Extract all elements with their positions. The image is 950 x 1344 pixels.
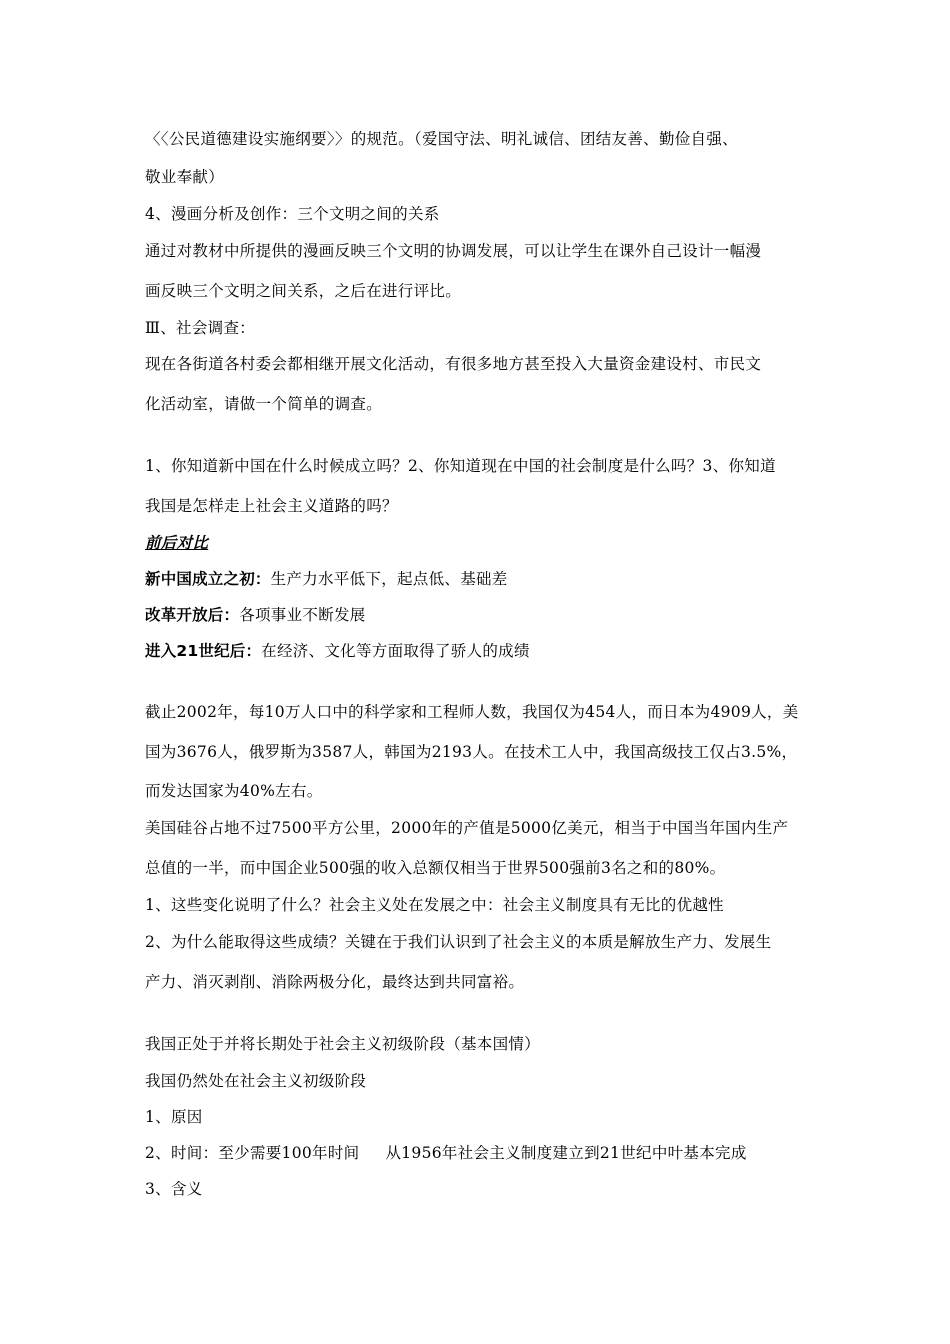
stats-line: 总值的一半，而中国企业500强的收入总额仅相当于世界500强前3名之和的80%。: [145, 859, 726, 877]
text-line: 敬业奉献）: [145, 168, 225, 186]
text-line: 画反映三个文明之间关系，之后在进行评比。: [145, 282, 462, 300]
stage-line: 1、原因: [145, 1108, 203, 1126]
comparison-text: 生产力水平低下，起点低、基础差: [270, 570, 508, 588]
question-answer-line: 产力、消灭剥削、消除两极分化，最终达到共同富裕。: [145, 973, 525, 991]
text-line: 〈〈公民道德建设实施纲要〉〉的规范。（爱国守法、明礼诚信、团结友善、勤俭自强、: [145, 130, 738, 148]
question-answer-line: 2、为什么能取得这些成绩？关键在于我们认识到了社会主义的本质是解放生产力、发展生: [145, 933, 772, 951]
comparison-label: 进入21世纪后：: [145, 642, 262, 660]
text-line: 通过对教材中所提供的漫画反映三个文明的协调发展，可以让学生在课外自己设计一幅漫: [145, 242, 762, 260]
stats-line: 美国硅谷占地不过7500平方公里，2000年的产值是5000亿美元，相当于中国当年国内生产: [145, 819, 789, 837]
comparison-label: 改革开放后：: [145, 606, 240, 624]
stats-line: 而发达国家为40%左右。: [145, 782, 323, 800]
comparison-text: 各项事业不断发展: [239, 606, 366, 624]
question-line: 1、你知道新中国在什么时候成立吗？2、你知道现在中国的社会制度是什么吗？3、你知道: [145, 457, 776, 475]
question-line: 我国是怎样走上社会主义道路的吗？: [145, 497, 398, 515]
stage-line: 我国正处于并将长期处于社会主义初级阶段（基本国情）: [145, 1035, 541, 1053]
stats-line: 国为3676人，俄罗斯为3587人，韩国为2193人。在技术工人中，我国高级技工仅占3.5%，: [145, 743, 798, 761]
question-answer-line: 1、这些变化说明了什么？社会主义处在发展之中：社会主义制度具有无比的优越性: [145, 896, 724, 914]
stage-line: 我国仍然处在社会主义初级阶段: [145, 1072, 367, 1090]
text-line: 现在各街道各村委会都相继开展文化活动，有很多地方甚至投入大量资金建设村、市民文: [145, 355, 762, 373]
time-line: [145, 1142, 825, 1164]
comparison-item: [145, 568, 825, 590]
section-heading: 4、漫画分析及创作：三个文明之间的关系: [145, 205, 440, 223]
section-heading: Ⅲ、社会调查：: [145, 319, 256, 337]
time-line-left: 2、时间：至少需要100年时间: [145, 1144, 360, 1162]
time-line-right: 从1956年社会主义制度建立到21世纪中叶基本完成: [385, 1144, 747, 1162]
text-line: 化活动室，请做一个简单的调查。: [145, 395, 383, 413]
stage-line: 3、含义: [145, 1180, 203, 1198]
comparison-item: [145, 640, 825, 662]
comparison-heading: 前后对比: [145, 534, 209, 552]
comparison-text: 在经济、文化等方面取得了骄人的成绩: [261, 642, 530, 660]
comparison-item: [145, 604, 825, 626]
stats-line: 截止2002年，每10万人口中的科学家和工程师人数，我国仅为454人，而日本为4909人，美: [145, 703, 799, 721]
comparison-label: 新中国成立之初：: [145, 570, 271, 588]
